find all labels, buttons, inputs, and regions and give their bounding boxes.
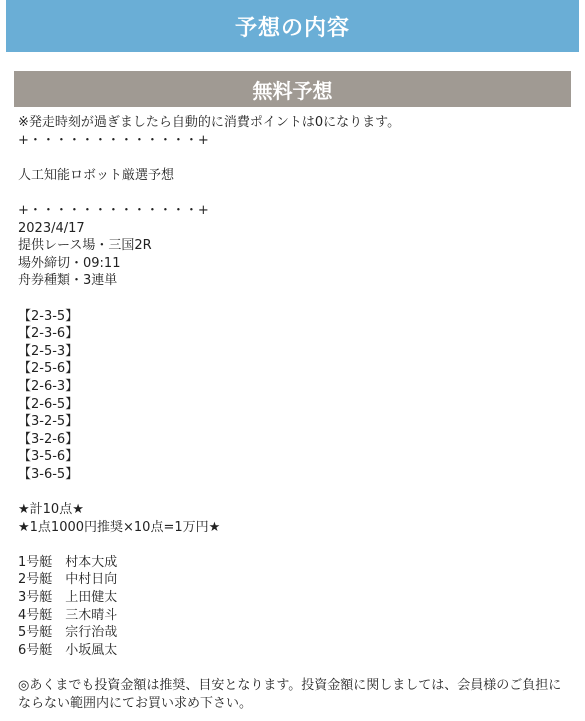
race-date: 2023/4/17 <box>18 220 85 236</box>
spacer <box>18 483 570 501</box>
combination-item: 【3-2-6】 <box>18 431 79 447</box>
boat-item: 3号艇 上田健太 <box>18 590 118 606</box>
spacer <box>18 149 570 167</box>
boat-item: 5号艇 宗行治哉 <box>18 625 118 641</box>
combination-item: 【3-5-6】 <box>18 449 79 465</box>
combination-item: 【2-3-6】 <box>18 326 79 342</box>
boat-list <box>18 554 570 660</box>
stake-recommendation: ★1点1000円推奨×10点=1万円★ <box>18 519 221 535</box>
ticket-type: 舟券種類・3連単 <box>18 273 118 289</box>
pick-name: 人工知能ロボット厳選予想 <box>18 167 175 183</box>
page-title: 予想の内容 <box>234 15 350 41</box>
section-title: 無料予想 <box>252 78 333 103</box>
combination-list <box>18 308 570 484</box>
page-header <box>6 0 579 52</box>
boat-item: 6号艇 小坂風太 <box>18 642 118 658</box>
combination-item: 【2-5-3】 <box>18 343 79 359</box>
combination-item: 【2-6-5】 <box>18 396 79 412</box>
investment-note: ◎あくまでも投資金額は推奨、目安となります。投資金額に関しましては、会員様のご負担にならない範囲内にてお買い求め下さい。 <box>18 678 562 711</box>
combination-item: 【2-6-3】 <box>18 378 79 394</box>
spacer <box>18 290 570 308</box>
combination-item: 【2-3-5】 <box>18 308 79 324</box>
combination-item: 【3-6-5】 <box>18 466 79 482</box>
section-header <box>14 71 571 107</box>
prediction-content <box>18 114 570 712</box>
spacer <box>18 184 570 202</box>
boat-item: 2号艇 中村日向 <box>18 572 118 588</box>
race-venue: 提供レース場・三国2R <box>18 238 152 254</box>
race-deadline: 場外締切・09:11 <box>18 255 121 271</box>
spacer <box>18 659 570 677</box>
divider-top: +・・・・・・・・・・・・・+ <box>18 132 209 148</box>
spacer <box>18 536 570 554</box>
boat-item: 1号艇 村本大成 <box>18 554 118 570</box>
notice-text: ※発走時刻が過ぎましたら自動的に消費ポイントは0になります。 <box>18 115 401 130</box>
combination-item: 【3-2-5】 <box>18 414 79 430</box>
combination-item: 【2-5-6】 <box>18 361 79 377</box>
divider-bottom: +・・・・・・・・・・・・・+ <box>18 202 209 218</box>
boat-item: 4号艇 三木晴斗 <box>18 607 118 623</box>
total-points: ★計10点★ <box>18 502 84 518</box>
